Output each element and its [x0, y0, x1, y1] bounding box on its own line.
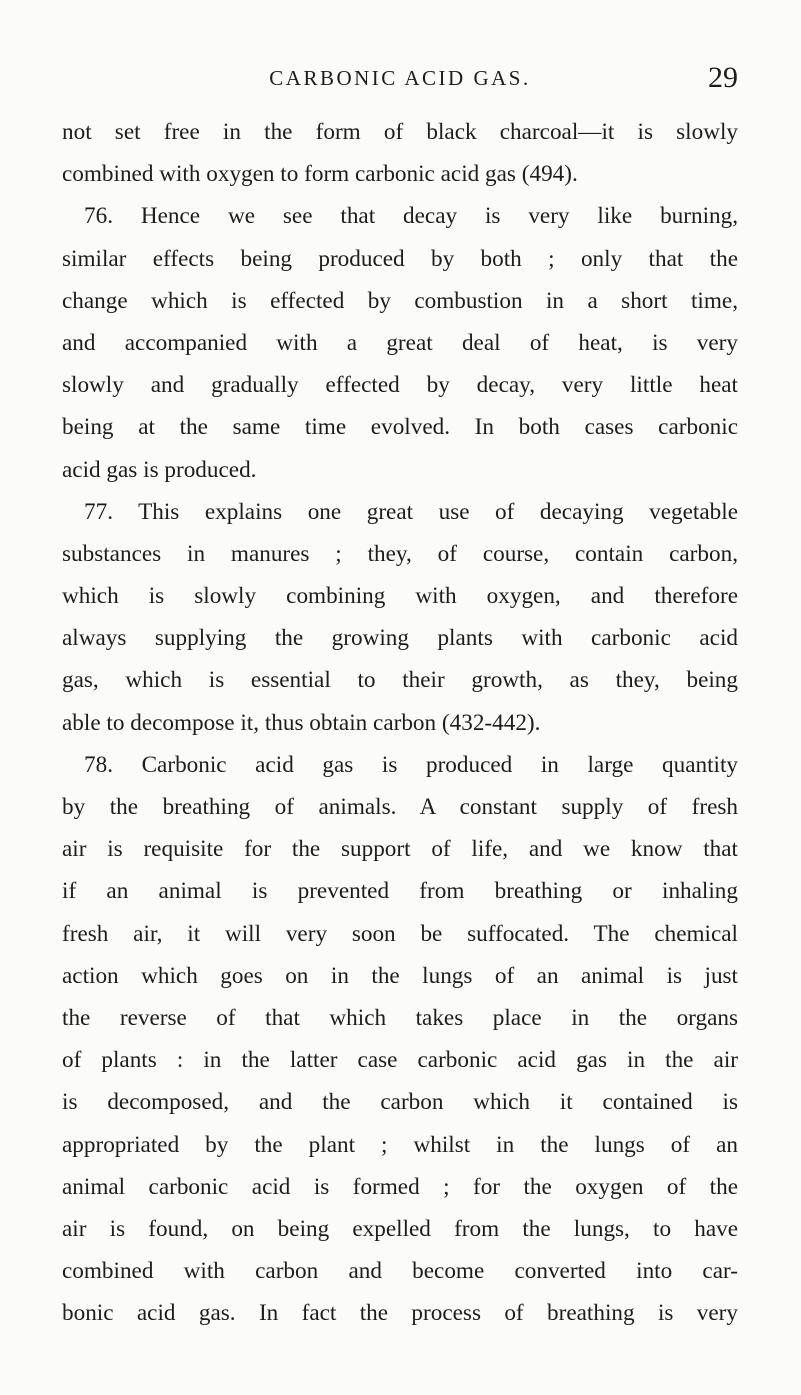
text-line: air is found, on being expelled from the lungs, to have — [62, 1215, 738, 1242]
text-line: which is slowly combining with oxygen, and therefore — [62, 583, 738, 610]
text-line: combined with oxygen to form carbonic acid gas (494). — [62, 161, 578, 188]
text-line: fresh air, it will very soon be suffocated. The chemical — [62, 920, 738, 947]
text-line: slowly and gradually effected by decay, very little heat — [62, 372, 738, 399]
text-line: gas, which is essential to their growth, as they, being — [62, 667, 738, 694]
text-line: and accompanied with a great deal of heat, is very — [62, 329, 738, 356]
body-text — [62, 111, 738, 1334]
text-line: action which goes on in the lungs of an animal is just — [62, 962, 738, 989]
text-line: 78. Carbonic acid gas is produced in large quantity — [84, 751, 738, 778]
text-line: of plants : in the latter case carbonic acid gas in the air — [62, 1047, 738, 1074]
running-head: CARBONIC ACID GAS. — [269, 66, 531, 90]
text-line: air is requisite for the support of life, and we know that — [62, 836, 738, 863]
text-line: 76. Hence we see that decay is very like burning, — [84, 203, 738, 230]
text-line: substances in manures ; they, of course, contain carbon, — [62, 540, 738, 567]
text-line: combined with carbon and become converted into car- — [62, 1258, 738, 1285]
page-header — [62, 60, 738, 96]
text-line: acid gas is produced. — [62, 456, 257, 483]
text-line: appropriated by the plant ; whilst in the lungs of an — [62, 1131, 738, 1158]
text-line: not set free in the form of black charcoal—it is slowly — [62, 119, 738, 145]
text-line: change which is effected by combustion in a short time, — [62, 287, 738, 314]
text-line: animal carbonic acid is formed ; for the oxygen of the — [62, 1173, 738, 1200]
text-line: is decomposed, and the carbon which it contained is — [62, 1089, 738, 1116]
text-line: the reverse of that which takes place in the organs — [62, 1004, 738, 1031]
text-line: similar effects being produced by both ; only that the — [62, 245, 738, 272]
page-number: 29 — [708, 61, 738, 94]
text-line: if an animal is prevented from breathing or inhaling — [62, 878, 738, 905]
text-line: able to decompose it, thus obtain carbon (432-442). — [62, 709, 541, 736]
text-line: being at the same time evolved. In both cases carbonic — [62, 414, 738, 441]
text-line: 77. This explains one great use of decaying vegetable — [84, 498, 738, 525]
text-line: always supplying the growing plants with carbonic acid — [62, 625, 738, 652]
text-line: bonic acid gas. In fact the process of breathing is very — [62, 1300, 738, 1327]
text-line: by the breathing of animals. A constant supply of fresh — [62, 794, 738, 820]
